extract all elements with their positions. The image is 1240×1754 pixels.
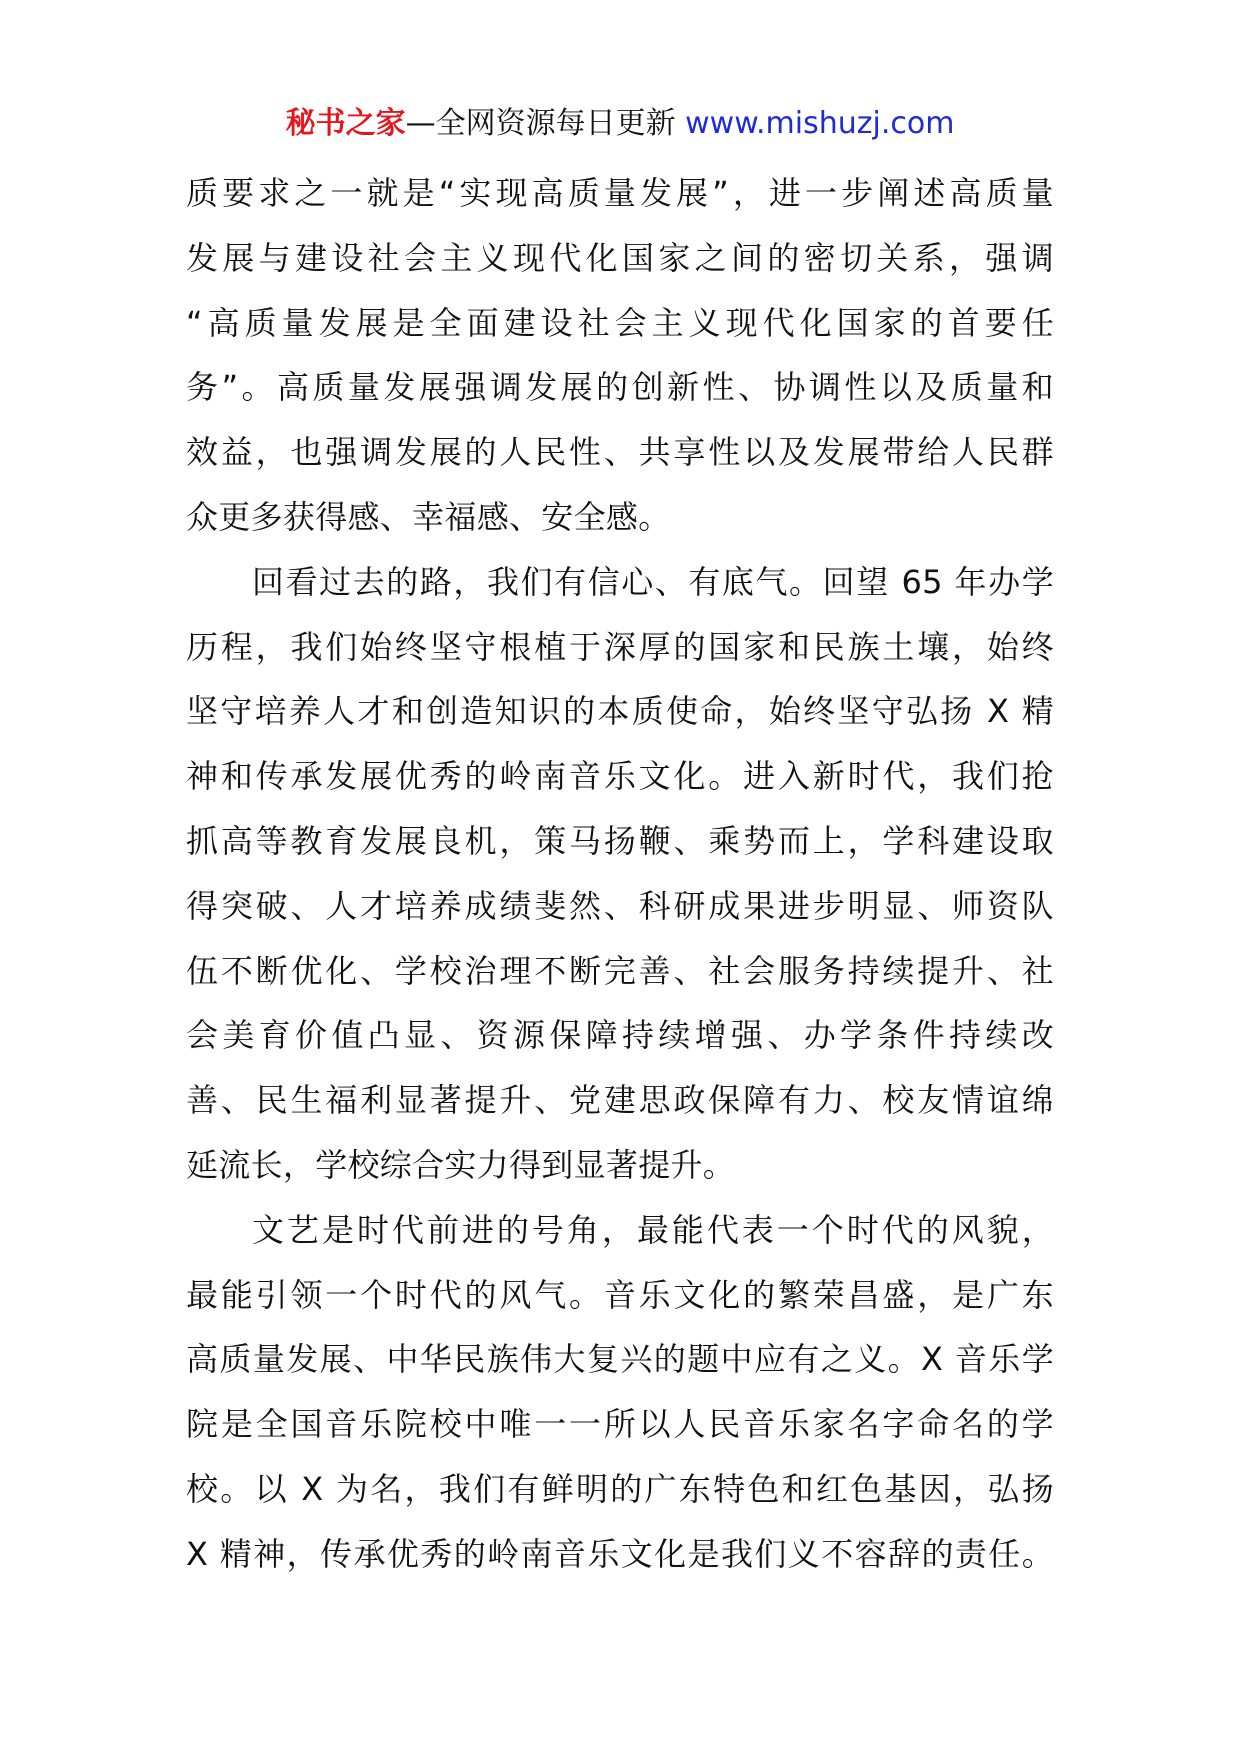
page-header xyxy=(0,104,1240,144)
site-url-link[interactable]: www.mishuzj.com xyxy=(685,106,955,141)
document-line: 文艺是时代前进的号角，最能代表一个时代的风貌， xyxy=(252,1210,1054,1249)
document-line: 历程，我们始终坚守根植于深厚的国家和民族土壤，始终 xyxy=(186,627,1054,666)
document-line: 神和传承发展优秀的岭南音乐文化。进入新时代，我们抢 xyxy=(186,757,1054,796)
brand-name: 秘书之家 xyxy=(285,106,406,141)
document-line: 众更多获得感、幸福感、安全感。 xyxy=(186,497,671,536)
document-line: 院是全国音乐院校中唯一一所以人民音乐家名字命名的学 xyxy=(186,1405,1054,1444)
document-body xyxy=(186,161,1054,1587)
document-line: 高质量发展、中华民族伟大复兴的题中应有之义。X 音乐学 xyxy=(186,1340,1054,1379)
document-line: 发展与建设社会主义现代化国家之间的密切关系，强调 xyxy=(186,238,1054,277)
document-line: 得突破、人才培养成绩斐然、科研成果进步明显、师资队 xyxy=(186,886,1054,925)
document-line: 质要求之一就是“实现高质量发展”，进一步阐述高质量 xyxy=(186,174,1054,212)
document-line: 务”。高质量发展强调发展的创新性、协调性以及质量和 xyxy=(186,368,1054,407)
document-line: 坚守培养人才和创造知识的本质使命，始终坚守弘扬 X 精 xyxy=(186,692,1054,731)
document-line: 延流长，学校综合实力得到显著提升。 xyxy=(186,1145,736,1184)
document-line: 会美育价值凸显、资源保障持续增强、办学条件持续改 xyxy=(186,1016,1054,1055)
document-line: 善、民生福利显著提升、党建思政保障有力、校友情谊绵 xyxy=(186,1081,1054,1120)
document-line: 效益，也强调发展的人民性、共享性以及发展带给人民群 xyxy=(186,433,1054,472)
document-line: X 精神，传承优秀的岭南音乐文化是我们义不容辞的责任。 xyxy=(186,1534,1054,1573)
document-line: 伍不断优化、学校治理不断完善、社会服务持续提升、社 xyxy=(186,951,1054,990)
document-line: “高质量发展是全面建设社会主义现代化国家的首要任 xyxy=(186,303,1054,342)
document-line: 最能引领一个时代的风气。音乐文化的繁荣昌盛，是广东 xyxy=(186,1275,1054,1314)
document-line: 抓高等教育发展良机，策马扬鞭、乘势而上，学科建设取 xyxy=(186,821,1054,860)
header-tagline: —全网资源每日更新 xyxy=(405,106,686,141)
document-line: 回看过去的路，我们有信心、有底气。回望 65 年办学 xyxy=(252,562,1054,601)
document-line: 校。以 X 为名，我们有鲜明的广东特色和红色基因，弘扬 xyxy=(186,1469,1054,1508)
